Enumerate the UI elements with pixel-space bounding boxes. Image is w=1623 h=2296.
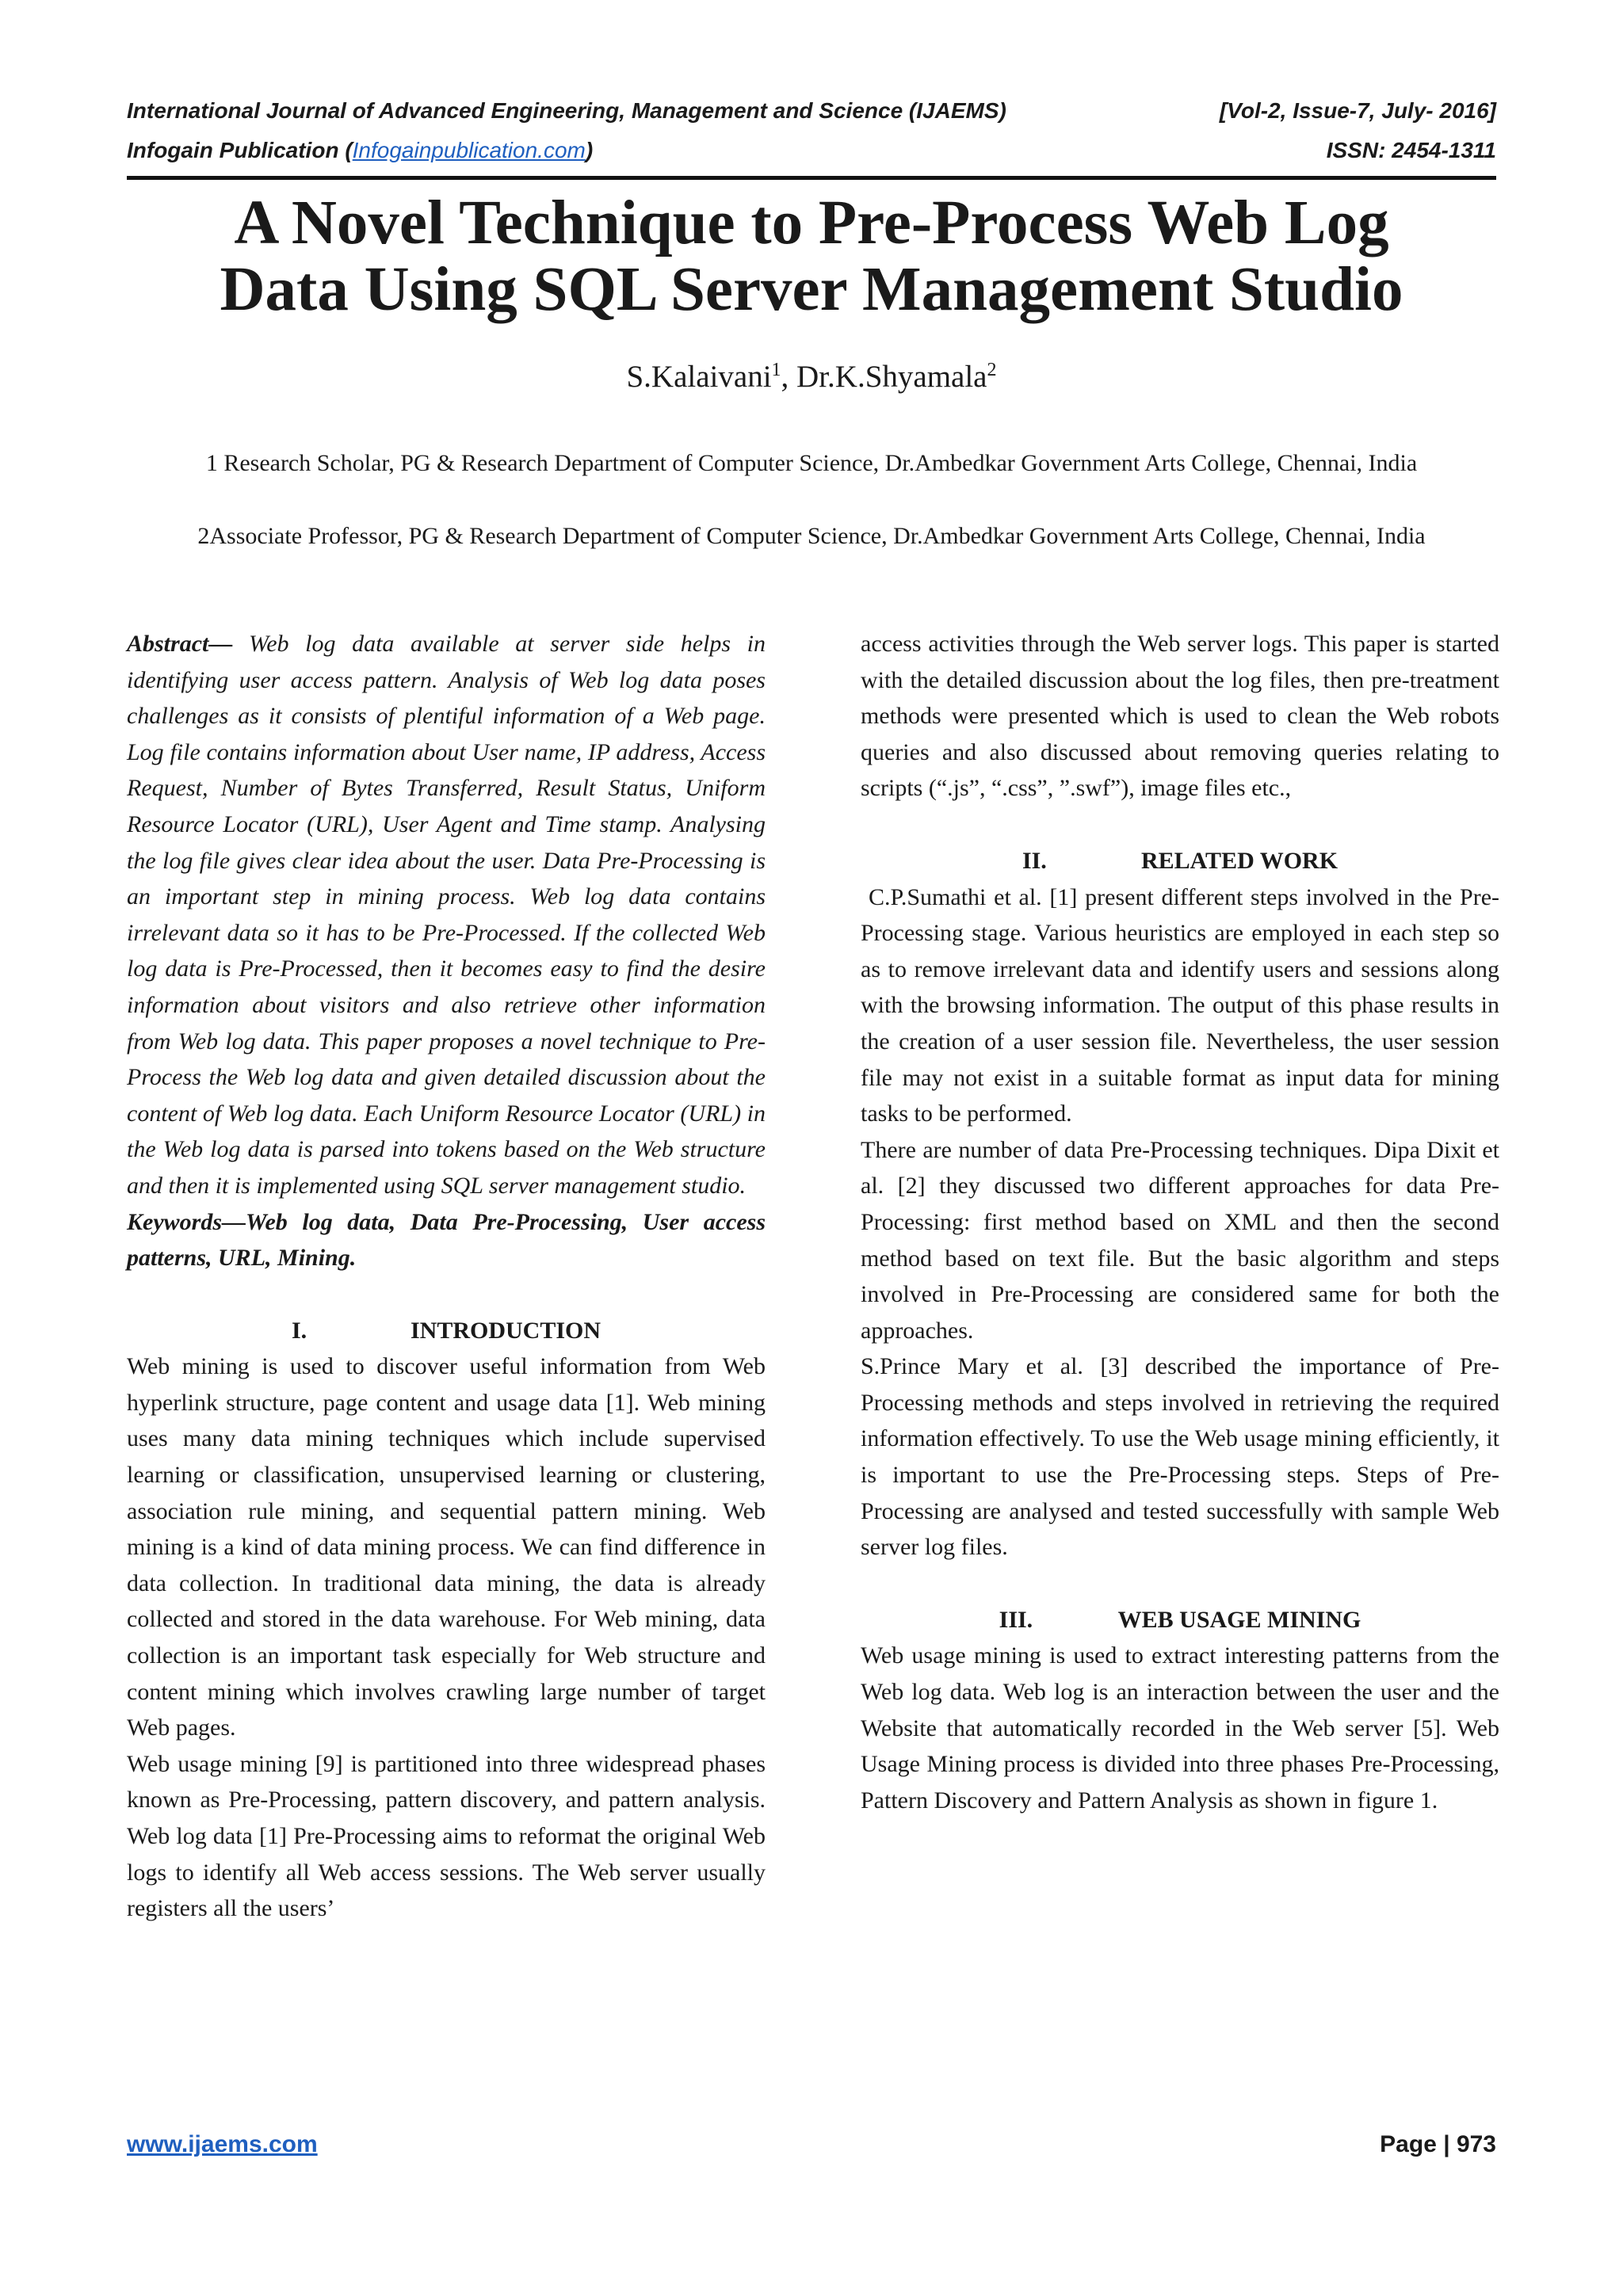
author-1-mark: 1	[771, 360, 781, 380]
section-heading-related-work	[861, 843, 1499, 879]
section-title: INTRODUCTION	[410, 1317, 601, 1344]
left-column	[127, 626, 766, 1927]
author-2-mark: 2	[987, 360, 997, 380]
publisher-link[interactable]: Infogainpublication.com	[352, 138, 586, 162]
authors	[0, 359, 1623, 395]
section-title: RELATED WORK	[1140, 847, 1338, 874]
related-paragraph-1: C.P.Sumathi et al. [1] present different steps involved in the Pre-Processing stage. Various heuristics are employed in each step so as to remove irrelevant data and identify users and sessions along with the browsing information. The output of this phase results in the creation of a user session file. Nevertheless, the user session file may not exist in a suitable format as input data for mining tasks to be performed.	[861, 883, 1499, 1127]
keywords: Keywords—Web log data, Data Pre-Processing, User access patterns, URL, Mining.	[127, 1208, 766, 1272]
section-title: WEB USAGE MINING	[1117, 1606, 1361, 1633]
running-header-line1	[127, 98, 1496, 124]
journal-name: International Journal of Advanced Engineering, Management and Science (IJAEMS)	[127, 98, 1006, 123]
section-number: II.	[1022, 847, 1047, 874]
intro-continuation: access activities through the Web server logs. This paper is started with the detailed discussion about the log files, then pre-treatment methods were presented which is used to clean the Web robots queries and also discussed about removing queries relating to scripts (“.js”, “.css”, ”.swf”), image files etc.,	[861, 631, 1499, 802]
section-number: I.	[291, 1317, 307, 1344]
page-number: Page | 973	[1380, 2131, 1496, 2157]
intro-paragraph-2: Web usage mining [9] is partitioned into three widespread phases known as Pre-Processing, pattern discovery, and pattern analysis. Web log data [1] Pre-Processing aims to reformat the original Web logs to identify all Web access sessions. The Web server usually registers all the users’	[127, 1750, 766, 1922]
footer-site-link[interactable]: www.ijaems.com	[127, 2131, 318, 2157]
related-paragraph-2: There are number of data Pre-Processing techniques. Dipa Dixit et al. [2] they discussed two different approaches for data Pre-Processing: first method based on XML and then the second method based on text file. But the basic algorithm and steps involved in Pre-Processing are considered same for both the approaches.	[861, 1136, 1499, 1344]
title-line-2: Data Using SQL Server Management Studio	[220, 255, 1403, 324]
related-paragraph-3: S.Prince Mary et al. [3] described the importance of Pre-Processing methods and steps involved in retrieving the required information effectively. To use the Web usage mining efficiently, it is important to use the Pre-Processing steps. Steps of Pre-Processing are analysed and tested successfully with sample Web server log files.	[861, 1353, 1499, 1561]
paper-title	[79, 190, 1544, 323]
page-footer	[127, 2131, 1496, 2158]
issn: ISSN: 2454-1311	[1326, 138, 1496, 162]
author-separator: ,	[781, 360, 797, 394]
volume-info: [Vol-2, Issue-7, July- 2016]	[1219, 98, 1496, 123]
section-heading-web-usage-mining	[861, 1602, 1499, 1638]
section-heading-introduction	[127, 1313, 766, 1349]
author-1: S.Kalaivani	[626, 360, 772, 394]
author-2: Dr.K.Shyamala	[796, 360, 987, 394]
section-number: III.	[999, 1606, 1033, 1633]
running-header-line2	[127, 138, 1496, 163]
publisher-suffix: )	[585, 138, 594, 162]
right-column	[861, 626, 1499, 1818]
header-rule	[127, 176, 1496, 180]
abstract-text: Web log data available at server side helps in identifying user access pattern. Analysis of Web log data poses challenges as it consists of plentiful information of a Web page. Log file contains information about User name, IP address, Access Request, Number of Bytes Transferred, Result Status, Uniform Resource Locator (URL), User Agent and Time stamp. Analysing the log file gives clear idea about the user. Data Pre-Processing is an important step in mining process. Web log data contains irrelevant data so it has to be Pre-Processed. If the collected Web log data is Pre-Processed, then it becomes easy to find the desire information about visitors and also retrieve other information from Web log data. This paper proposes a novel technique to Pre-Process the Web log data and given detailed discussion about the content of Web log data. Each Uniform Resource Locator (URL) in the Web log data is parsed into tokens based on the Web structure and then it is implemented using SQL server management studio.	[127, 631, 766, 1199]
intro-paragraph-1: Web mining is used to discover useful information from Web hyperlink structure, page content and usage data [1]. Web mining uses many data mining techniques which include supervised learning or classification, unsupervised learning or clustering, association rule mining, and sequential pattern mining. Web mining is a kind of data mining process. We can find difference in data collection. In traditional data mining, the data is already collected and stored in the data warehouse. For Web mining, data collection is an important task especially for Web structure and content mining which involves crawling large number of target Web pages.	[127, 1353, 766, 1741]
wum-paragraph: Web usage mining is used to extract interesting patterns from the Web log data. Web log is an interaction between the user and the Website that automatically recorded in the Web server [5]. Web Usage Mining process is divided into three phases Pre-Processing, Pattern Discovery and Pattern Analysis as shown in figure 1.	[861, 1642, 1499, 1814]
abstract	[127, 626, 766, 1204]
publisher-prefix: Infogain Publication (	[127, 138, 353, 162]
title-line-1: A Novel Technique to Pre-Process Web Log	[234, 189, 1389, 257]
abstract-label: Abstract—	[127, 631, 233, 657]
affiliation-2: 2Associate Professor, PG & Research Department of Computer Science, Dr.Ambedkar Government Arts College, Chennai, India	[197, 523, 1426, 549]
affiliation-1: 1 Research Scholar, PG & Research Department of Computer Science, Dr.Ambedkar Government Arts College, Chennai, India	[205, 450, 1418, 476]
